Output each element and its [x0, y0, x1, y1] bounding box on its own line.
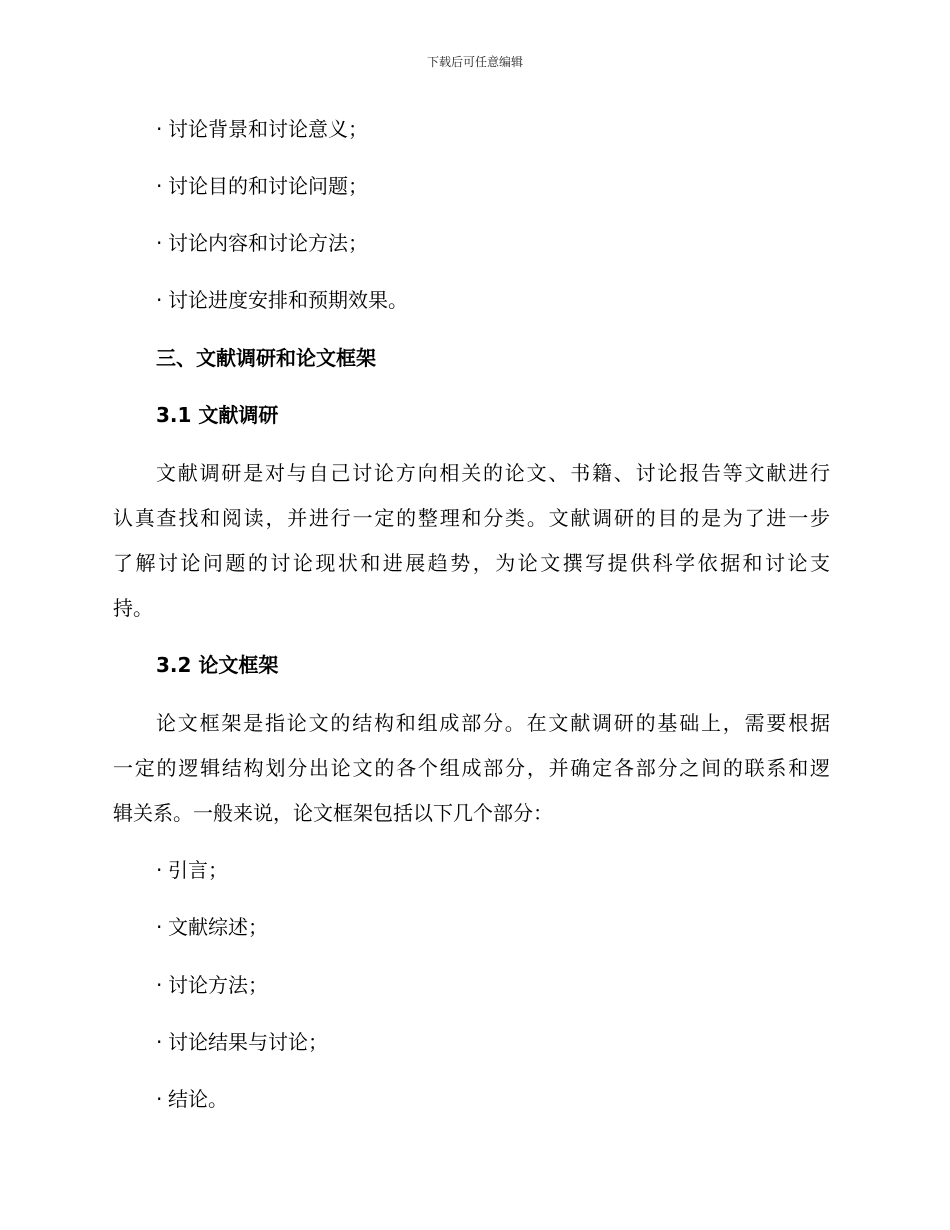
bullet-dot: ·: [156, 973, 163, 997]
bullet-dot: ·: [156, 288, 163, 312]
list-item: [156, 229, 368, 257]
bullet-dot: ·: [156, 1030, 163, 1054]
bullet-dot: ·: [156, 858, 163, 882]
paragraph-line: 论文框架是指论文的结构和组成部分。在文献调研的基础上，需要根据: [156, 711, 830, 735]
paragraph-line: 文献调研是对与自己讨论方向相关的论文、书籍、讨论报告等文献进行: [156, 461, 830, 485]
list-item: [156, 172, 368, 200]
bullet-dot: ·: [156, 1087, 163, 1111]
list-item: [156, 971, 268, 999]
list-item-text: 结论。: [168, 1087, 228, 1111]
list-item-text: 引言；: [168, 858, 228, 882]
list-item-text: 讨论结果与讨论；: [168, 1030, 328, 1054]
subsection-heading-3-1: 3.1 文献调研: [156, 403, 279, 427]
paragraph-line: 一定的逻辑结构划分出论文的各个组成部分，并确定各部分之间的联系和逻: [113, 756, 830, 780]
paragraph-line: 辑关系。一般来说，论文框架包括以下几个部分：: [113, 801, 553, 825]
section-heading: 三、文献调研和论文框架: [156, 346, 376, 370]
list-item: [156, 115, 368, 143]
list-item-text: 讨论目的和讨论问题；: [168, 174, 368, 198]
list-item-text: 讨论方法；: [168, 973, 268, 997]
page-header: 下载后可任意编辑: [426, 55, 523, 69]
bullet-dot: ·: [156, 915, 163, 939]
subsection-heading-3-2: 3.2 论文框架: [156, 653, 279, 677]
paragraph-line: 了解讨论问题的讨论现状和进展趋势，为论文撰写提供科学依据和讨论支: [113, 551, 830, 575]
list-item: [156, 286, 408, 314]
bullet-dot: ·: [156, 117, 163, 141]
paragraph-line: 持。: [113, 596, 153, 620]
list-item-text: 文献综述；: [168, 915, 268, 939]
bullet-dot: ·: [156, 231, 163, 255]
list-item: [156, 856, 228, 884]
list-item: [156, 1085, 228, 1113]
paragraph-line: 认真查找和阅读，并进行一定的整理和分类。文献调研的目的是为了进一步: [113, 506, 830, 530]
list-item-text: 讨论背景和讨论意义；: [168, 117, 368, 141]
list-item: [156, 913, 268, 941]
list-item-text: 讨论进度安排和预期效果。: [168, 288, 408, 312]
bullet-dot: ·: [156, 174, 163, 198]
list-item: [156, 1028, 328, 1056]
list-item-text: 讨论内容和讨论方法；: [168, 231, 368, 255]
